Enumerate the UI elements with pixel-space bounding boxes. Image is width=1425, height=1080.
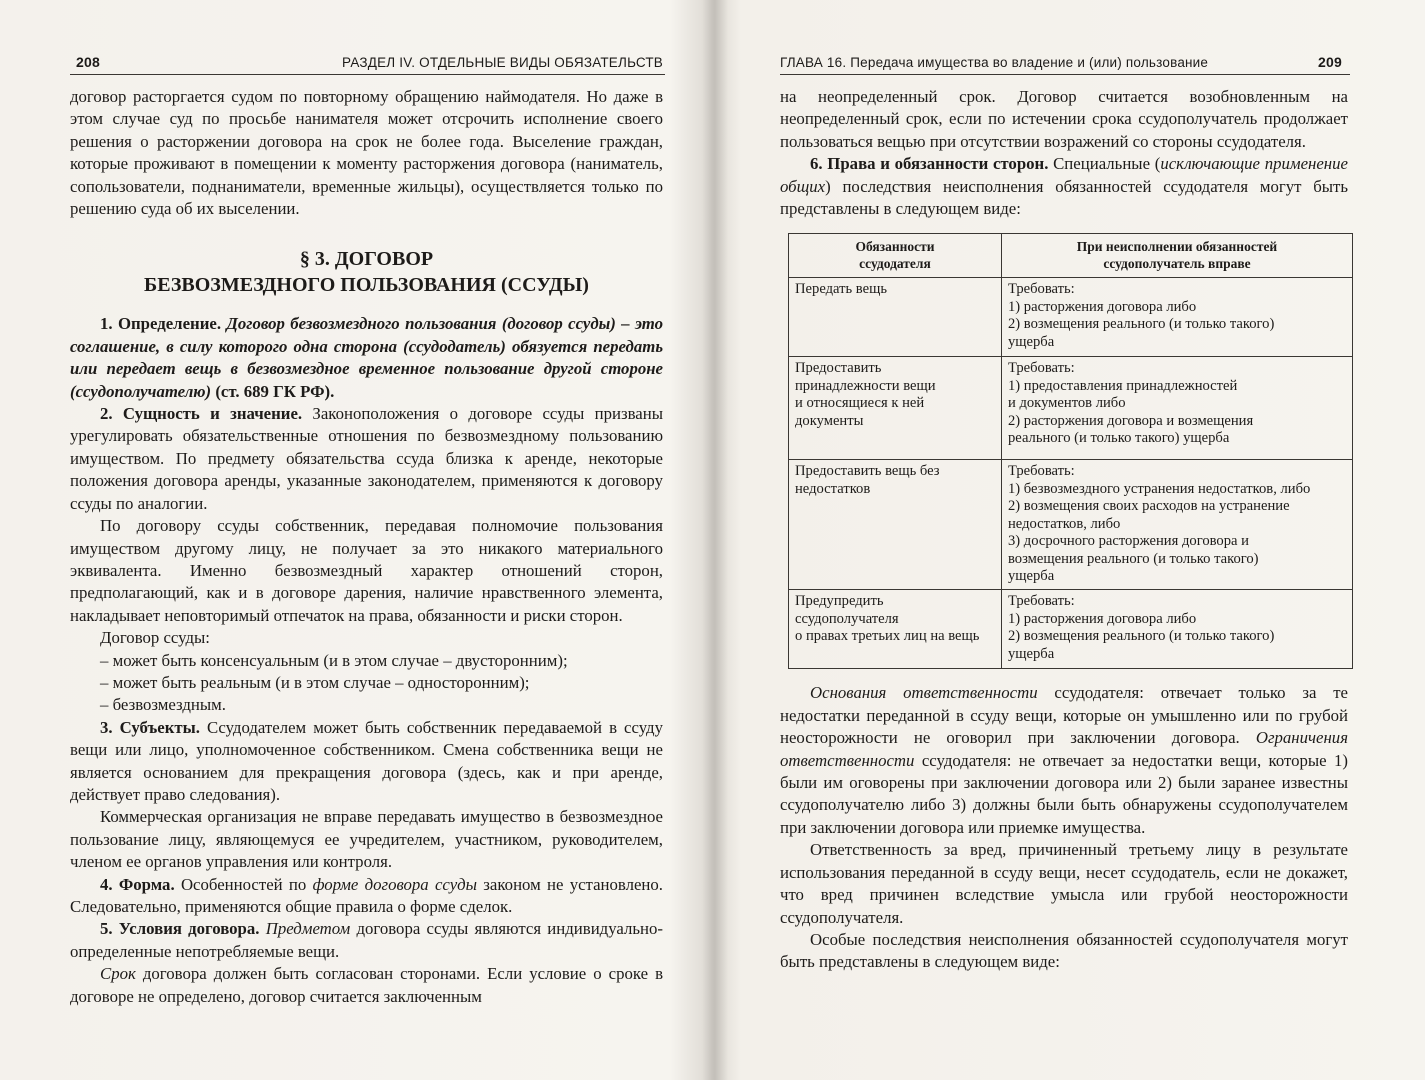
- cell-line: недостатков, либо: [1008, 515, 1121, 532]
- cell-line: Требовать:: [1008, 463, 1075, 480]
- table-row: [789, 278, 1353, 357]
- form-text: законом не установлено. Следовательно, применяются общие правила о форме сделок.: [70, 874, 663, 916]
- cell-line: о правах третьих лиц на вещь: [795, 628, 980, 645]
- liability-italic: Основания ответственности: [810, 683, 1038, 703]
- cell-line: и документов либо: [1008, 395, 1126, 412]
- rights-label: 6. Права и обязанности сторон.: [810, 154, 1049, 174]
- cell-line: ссудополучателя: [795, 610, 899, 627]
- cell-line: Требовать:: [1008, 360, 1075, 377]
- terms-text: договора ссуды являются индивидуально-определенные непотребляемые вещи.: [70, 919, 663, 961]
- cell-line: ущерба: [1008, 645, 1055, 662]
- rights-text: Специальные (: [1053, 154, 1161, 174]
- section-title: [70, 246, 663, 298]
- book-gutter: [702, 0, 728, 1080]
- liability-text: ссудодателя: не отвечает за недостатки вещи, которые 1) были им оговорены при заключении договора или 2) были заранее известны ссудополучателю либо 3) должны были быть обнаружены ссудополучателем при заключении договора или приемке имущества.: [780, 750, 1348, 837]
- form-text: Особенностей по: [180, 874, 307, 894]
- essence-label: 2. Сущность и значение.: [100, 404, 303, 424]
- term-paragraph: [70, 963, 663, 1008]
- paragraph: договор расторгается судом по повторному обращению наймодателя. Но даже в этом случае суд по просьбе нанимателя может отсрочить исполнение своего решения о расторжении договора на срок не более года. Выселение граждан, которые проживают в помещении к моменту расторжения договора (наниматель, сопользователи, поднаниматели, временные жильцы), осуществляется только по решению суда об их выселении.: [70, 87, 663, 219]
- cell-line: Предупредить: [795, 593, 884, 610]
- cell-line: документы: [795, 412, 864, 429]
- running-head: ГЛАВА 16. Передача имущества во владение и (или) пользование: [780, 55, 1209, 70]
- contract-list: [70, 650, 663, 717]
- table-cell-remedy: [1002, 590, 1353, 669]
- subjects-paragraph: [70, 717, 663, 807]
- table-cell-remedy: [1002, 278, 1353, 357]
- subjects-label: 3. Субъекты.: [100, 717, 200, 737]
- cell-line: Предоставить: [795, 360, 882, 377]
- paragraph: на неопределенный срок. Договор считается возобновленным на неопределенный срок, если по истечении срока ссудополучатель продолжает пользоваться вещью при отсутствии возражений со стороны ссудодателя.: [780, 87, 1348, 151]
- cell-line: 1) расторжения договора либо: [1008, 298, 1197, 315]
- essence-paragraph: [70, 403, 663, 515]
- table-cell-remedy: [1002, 357, 1353, 460]
- cell-line: Требовать:: [1008, 593, 1075, 610]
- rights-paragraph: [780, 153, 1348, 220]
- header-line: ссудополучатель вправе: [1103, 255, 1251, 271]
- right-page: [728, 0, 1425, 1080]
- table-header-row: [789, 234, 1353, 278]
- cell-line: и относящиеся к ней: [795, 395, 925, 412]
- definition-label: 1. Определение.: [100, 314, 222, 334]
- terms-label: 5. Условия договора.: [100, 919, 260, 939]
- paragraph: Ответственность за вред, причиненный третьему лицу в результате использования переданной в ссуду вещи, несет ссудодатель, если не докажет, что вред причинен вследствие умысла или грубой неосторожности ссудополучателя.: [780, 840, 1348, 927]
- liability-italic: Ограничения ответственности: [780, 728, 1348, 770]
- header-line: При неисполнении обязанностей: [1076, 239, 1278, 255]
- left-page: [0, 0, 705, 1080]
- table-row: [789, 590, 1353, 669]
- form-paragraph: [70, 874, 663, 919]
- right-page-body: [780, 86, 1348, 974]
- essence-text: Законоположения о договоре ссуды призваны урегулировать обязательственные отношения по безвозмездному пользованию имуществом. По предмету обязательства ссуда близка к аренде, некоторые положения договора аренды, указанные законодателем, применяются к договору ссуды по аналогии.: [70, 404, 664, 513]
- rights-text: ) последствия неисполнения обязанностей ссудодателя могут быть представлены в следующем виде:: [780, 176, 1348, 219]
- table-cell-duty: [789, 590, 1002, 669]
- cell-line: принадлежности вещи: [795, 377, 936, 394]
- list-item: – может быть реальным (и в этом случае – односторонним);: [100, 672, 663, 694]
- page-number: 208: [76, 54, 100, 70]
- cell-line: 1) расторжения договора либо: [1008, 610, 1197, 627]
- table-header-cell: [789, 234, 1002, 278]
- terms-paragraph: [70, 918, 663, 963]
- term-text: договора должен быть согласован сторонами. Если условие о сроке в договоре не определено, договор считается заключенным: [70, 964, 663, 1006]
- cell-line: 2) возмещения реального (и только такого): [1008, 316, 1275, 333]
- form-label: 4. Форма.: [100, 874, 175, 894]
- definition-reference: (ст. 689 ГК РФ).: [215, 381, 335, 401]
- cell-line: возмещения реального (и только такого): [1008, 550, 1259, 567]
- form-text-italic: форме договора ссуды: [312, 874, 478, 894]
- cell-line: 3) досрочного расторжения договора и: [1008, 533, 1249, 550]
- liability-text: ссудодателя: отвечает только за те недостатки переданной в ссуду вещи, которые он умышленно или по грубой неосторожности не оговорил при заключении договора.: [780, 683, 1348, 748]
- right-page-header: [780, 48, 1350, 75]
- cell-line: ущерба: [1008, 568, 1055, 585]
- cell-line: Требовать:: [1008, 281, 1075, 298]
- left-page-header: [70, 48, 665, 75]
- header-line: Обязанности: [855, 239, 935, 255]
- rights-italic: исключающие применение общих: [780, 154, 1348, 196]
- obligations-table: [788, 233, 1353, 669]
- section-title-line-2: БЕЗВОЗМЕЗДНОГО ПОЛЬЗОВАНИЯ (ССУДЫ): [144, 274, 589, 297]
- terms-italic: Предметом: [265, 919, 351, 939]
- table-cell-duty: [789, 278, 1002, 357]
- list-item: – безвозмездным.: [100, 694, 663, 716]
- cell-line: Передать вещь: [795, 281, 887, 298]
- left-page-body: [70, 86, 663, 1008]
- table-header-cell: [1002, 234, 1353, 278]
- table-row: [789, 460, 1353, 590]
- cell-line: ущерба: [1008, 333, 1055, 350]
- cell-line: 2) расторжения договора и возмещения: [1008, 412, 1254, 429]
- cell-line: 1) безвозмездного устранения недостатков, либо: [1008, 480, 1311, 497]
- table-cell-duty: [789, 460, 1002, 590]
- cell-line: реального (и только такого) ущерба: [1008, 430, 1230, 447]
- liability-paragraph: [780, 682, 1348, 839]
- list-item: – может быть консенсуальным (и в этом случае – двусторонним);: [100, 650, 663, 672]
- cell-line: недостатков: [795, 480, 871, 497]
- paragraph: Особые последствия неисполнения обязанностей ссудополучателя могут быть представлены в следующем виде:: [780, 929, 1348, 972]
- page-number: 209: [1318, 54, 1342, 70]
- contract-intro: Договор ссуды:: [100, 628, 210, 648]
- section-title-line-1: § 3. ДОГОВОР: [299, 248, 434, 271]
- cell-line: 1) предоставления принадлежностей: [1008, 377, 1238, 394]
- table-row: [789, 357, 1353, 460]
- cell-line: 2) возмещения реального (и только такого): [1008, 628, 1275, 645]
- term-italic: Срок: [100, 964, 136, 984]
- table-cell-duty: [789, 357, 1002, 460]
- running-head: РАЗДЕЛ IV. ОТДЕЛЬНЫЕ ВИДЫ ОБЯЗАТЕЛЬСТВ: [342, 55, 663, 70]
- paragraph: Коммерческая организация не вправе передавать имущество в безвозмездное пользование лицу, являющемуся ее учредителем, участником, руководителем, членом ее органов управления или контроля.: [70, 807, 663, 872]
- table-cell-remedy: [1002, 460, 1353, 590]
- definition-paragraph: [70, 313, 663, 403]
- paragraph: По договору ссуды собственник, передавая полномочие пользования имуществом другому лицу, не получает за это никакого материального эквивалента. Именно безвозмездный характер отношений сторон, предполагающий, как и в договоре дарения, наличие нравственного элемента, накладывает неповторимый отпечаток на права, обязанности и риски сторон.: [70, 516, 663, 625]
- header-line: ссудодателя: [859, 255, 931, 271]
- cell-line: 2) возмещения своих расходов на устранение: [1008, 498, 1290, 515]
- subjects-text: Ссудодателем может быть собственник передаваемой в ссуду вещи или лицо, уполномоченное собственником. Смена собственника вещи не является основанием для прекращения договора (здесь, как и при аренде, действует право следования).: [70, 717, 663, 804]
- definition-text: Договор безвозмездного пользования (договор ссуды) – это соглашение, в силу которого одна сторона (ссудодатель) обязуется передать или передает вещь в безвозмездное временное пользование другой стороне (ссудополучателю): [70, 314, 663, 401]
- cell-line: Предоставить вещь без: [795, 463, 940, 480]
